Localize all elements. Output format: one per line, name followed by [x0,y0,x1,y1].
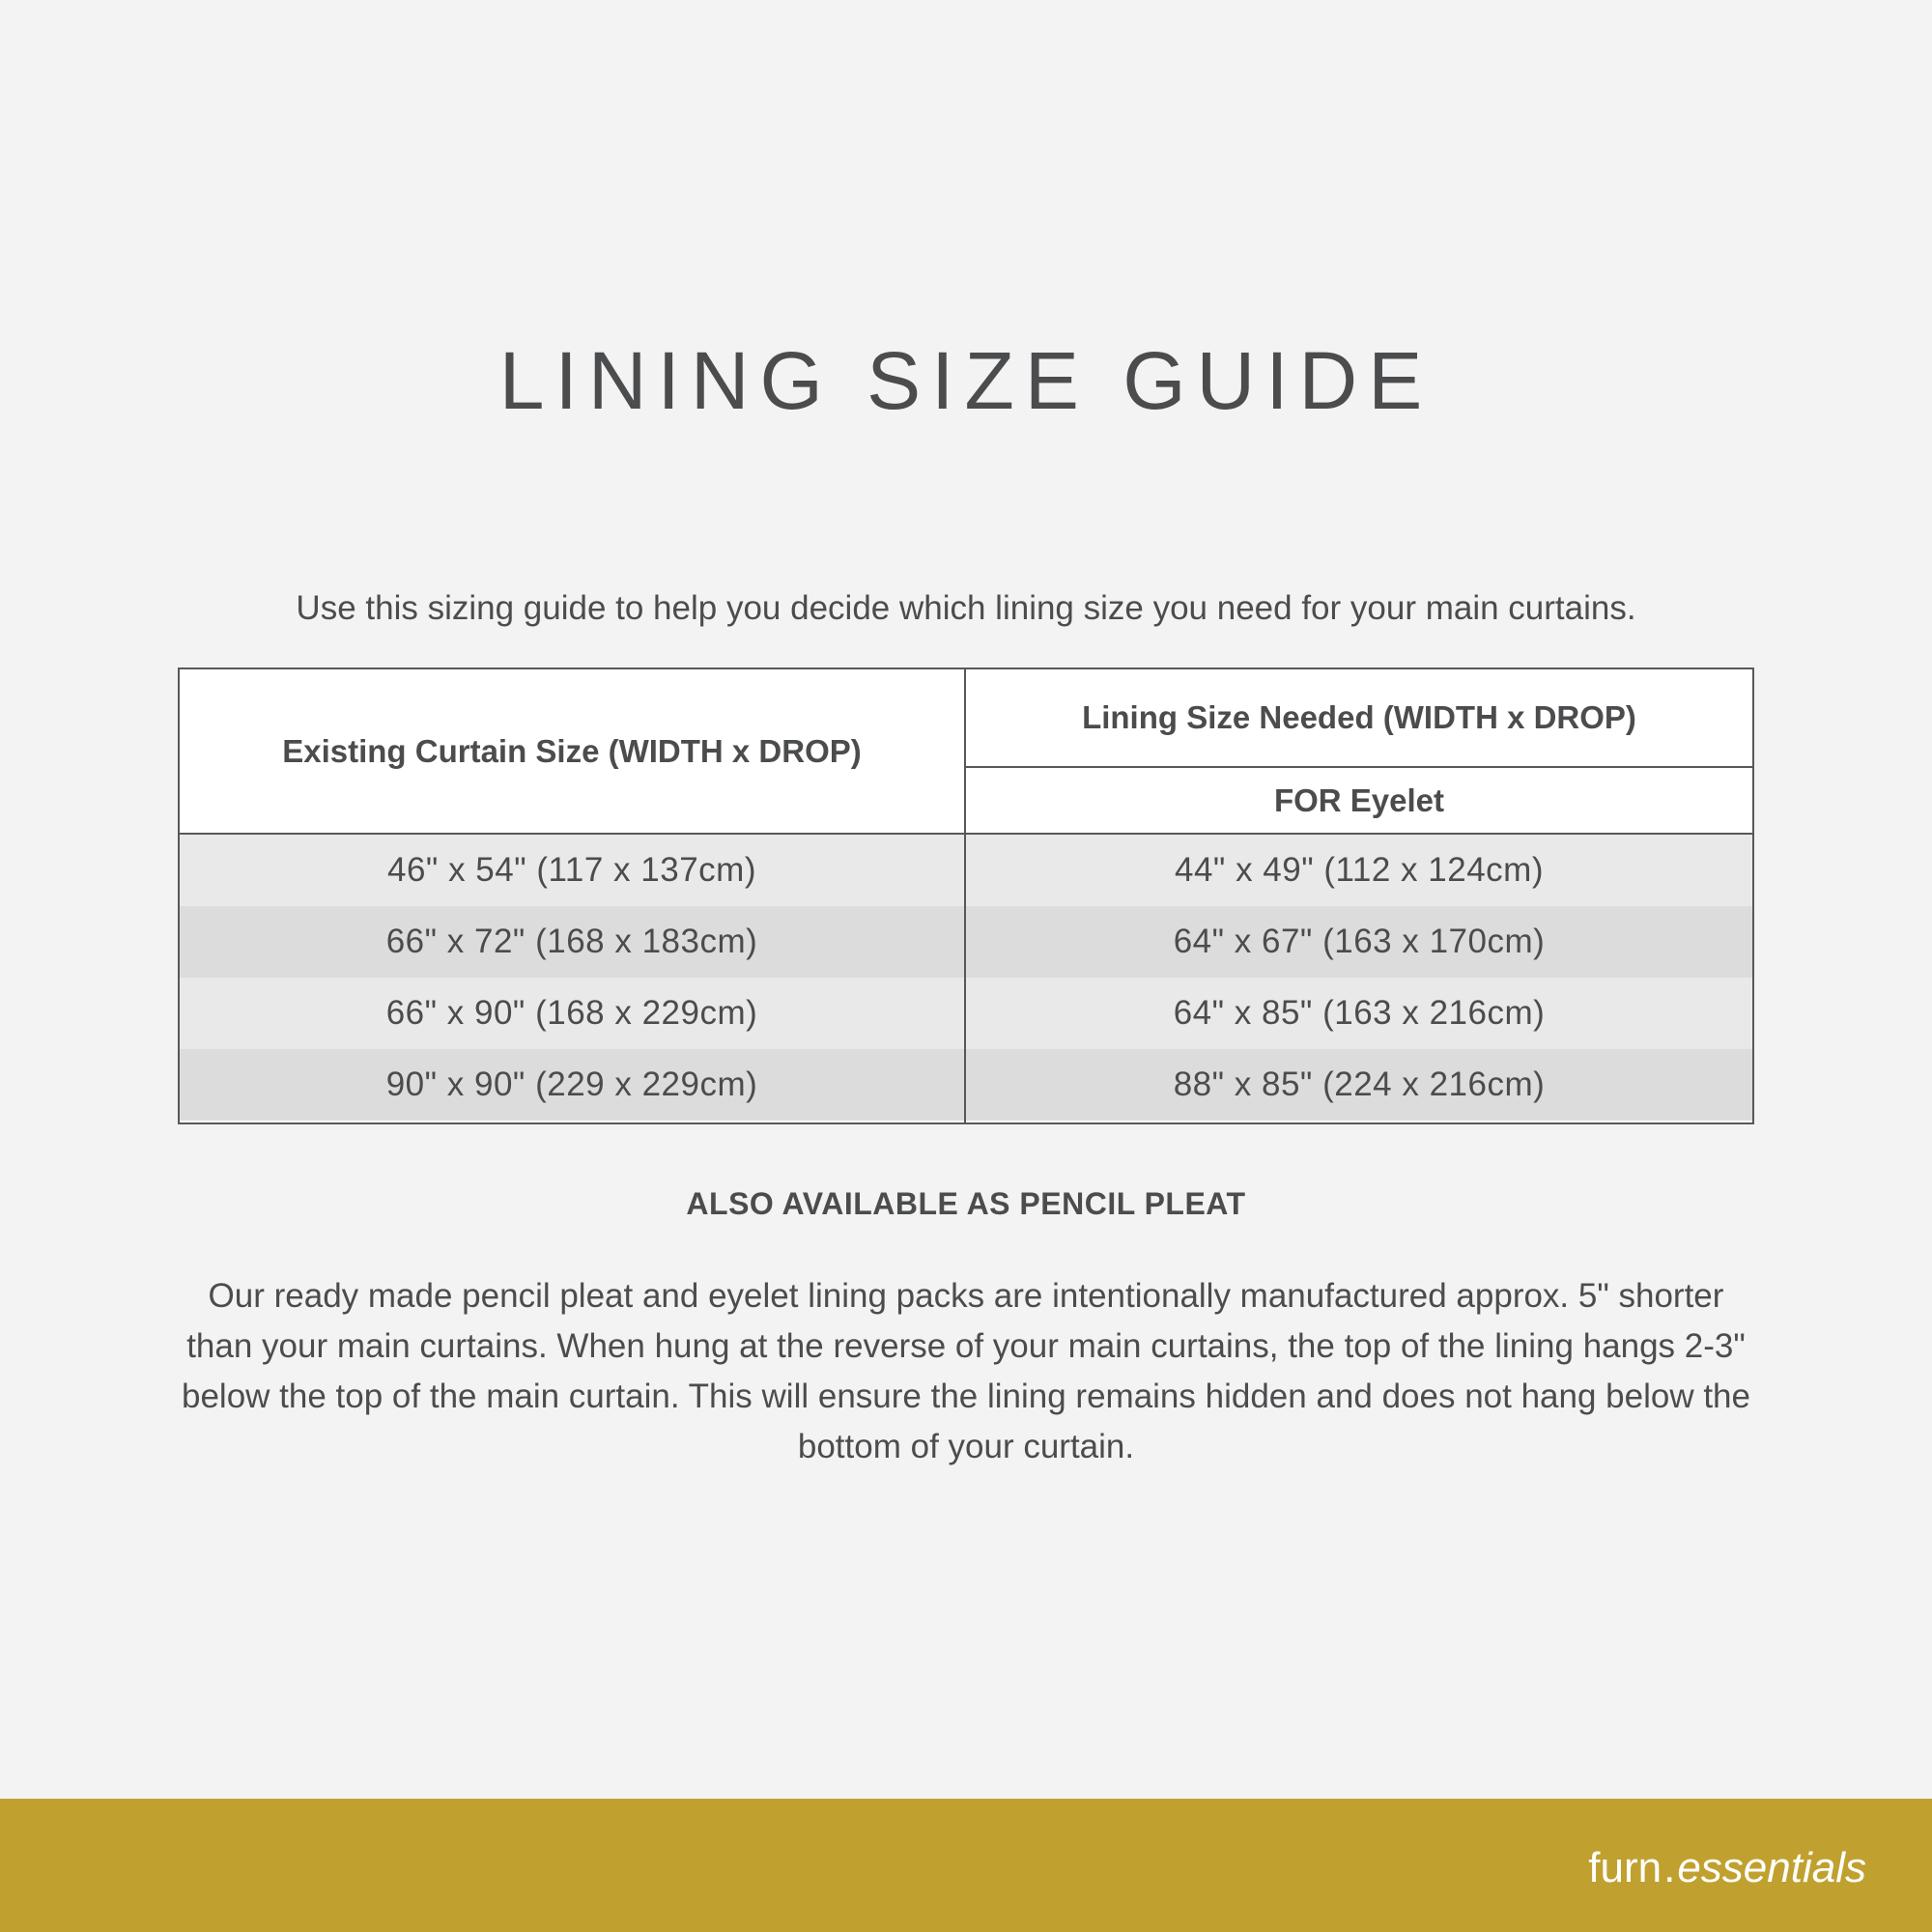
table-cell-lining: 88" x 85" (224 x 216cm) [1173,1065,1546,1103]
brand-separator: . [1663,1844,1676,1891]
size-table [178,668,1754,1124]
subheader-eyelet: FOR Eyelet [1273,781,1445,818]
table-cell-existing: 46" x 54" (117 x 137cm) [387,851,756,889]
table-cell-existing: 90" x 90" (229 x 229cm) [385,1065,758,1103]
table-cell-existing: 66" x 72" (168 x 183cm) [385,923,758,960]
brand-suffix: essentials [1677,1844,1866,1891]
lining-note-paragraph: Our ready made pencil pleat and eyelet lining packs are intentionally manufactured approx. 5" shorter than your main curtains. When hung at the reverse of your main curtains, the top of the lining hangs 2-3" below the top of the main curtain. This will ensure the lining remains hidden and does not hang below the bottom of your curtain. [182,1277,1750,1465]
intro-text: Use this sizing guide to help you decide which lining size you need for your main curtains. [296,589,1636,627]
header-existing-size: Existing Curtain Size (WIDTH x DROP) [282,732,862,769]
table-cell-lining: 44" x 49" (112 x 124cm) [1175,851,1544,889]
pencil-pleat-heading: ALSO AVAILABLE AS PENCIL PLEAT [686,1186,1246,1221]
table-cell-lining: 64" x 85" (163 x 216cm) [1173,994,1546,1032]
brand-name: furn [1588,1844,1662,1891]
brand-logo [1588,1844,1866,1891]
table-cell-existing: 66" x 90" (168 x 229cm) [385,994,758,1032]
header-lining-size: Lining Size Needed (WIDTH x DROP) [1082,699,1636,735]
table-cell-lining: 64" x 67" (163 x 170cm) [1173,923,1546,960]
page-title: LINING SIZE GUIDE [498,335,1434,426]
